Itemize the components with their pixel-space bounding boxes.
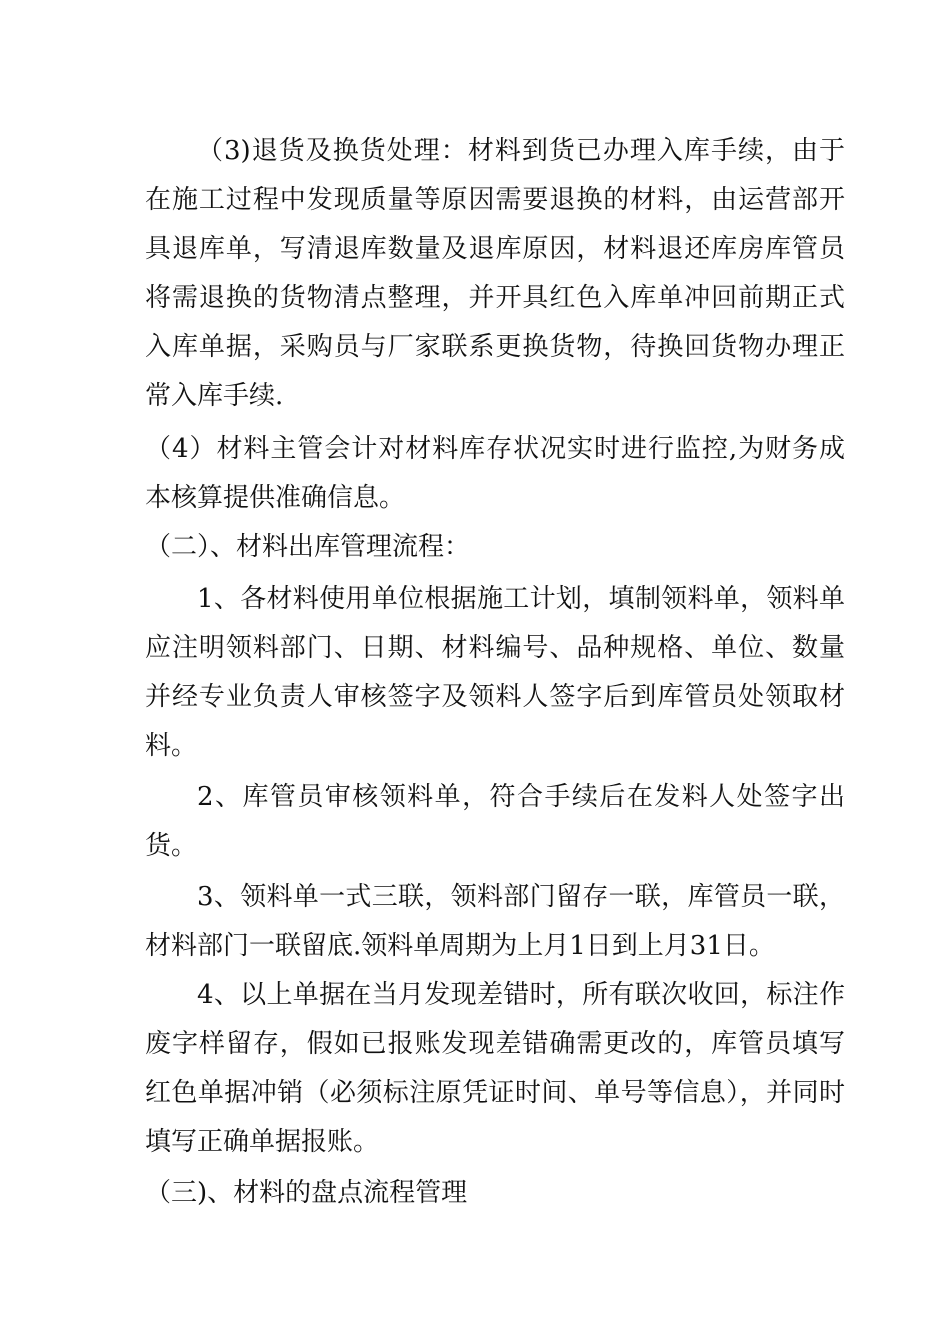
section-heading-outbound: （二）、材料出库管理流程： <box>145 532 471 562</box>
paragraph-return-exchange: （3)退货及换货处理：材料到货已办理入库手续，由于在施工过程中发现质量等原因需要退换的材料，由运营部开具退库单，写清退库数量及退库原因，材料退还库房库管员将需退换的货物清点整理，并开具红色入库单冲回前期正式入库单据，采购员与厂家联系更换货物，待换回货物办理正常入库手续. <box>145 136 845 411</box>
section-heading-stocktaking: （三)、材料的盘点流程管理 <box>145 1178 468 1208</box>
paragraph-triplicate: 3、领料单一式三联，领料部门留存一联，库管员一联，材料部门一联留底.领料单周期为上月1日到上月31日。 <box>145 882 845 961</box>
paragraph-review-requisition: 2、库管员审核领料单，符合手续后在发料人处签字出货。 <box>145 782 845 861</box>
paragraph-requisition-form: 1、各材料使用单位根据施工计划，填制领料单，领料单应注明领料部门、日期、材料编号、品种规格、单位、数量并经专业负责人审核签字及领料人签字后到库管员处领取材料。 <box>145 584 845 761</box>
paragraph-inventory-monitoring: （4）材料主管会计对材料库存状况实时进行监控,为财务成本核算提供准确信息。 <box>145 434 845 513</box>
paragraph-error-correction: 4、以上单据在当月发现差错时，所有联次收回，标注作废字样留存，假如已报账发现差错确需更改的，库管员填写红色单据冲销（必须标注原凭证时间、单号等信息），并同时填写正确单据报账。 <box>145 980 845 1157</box>
